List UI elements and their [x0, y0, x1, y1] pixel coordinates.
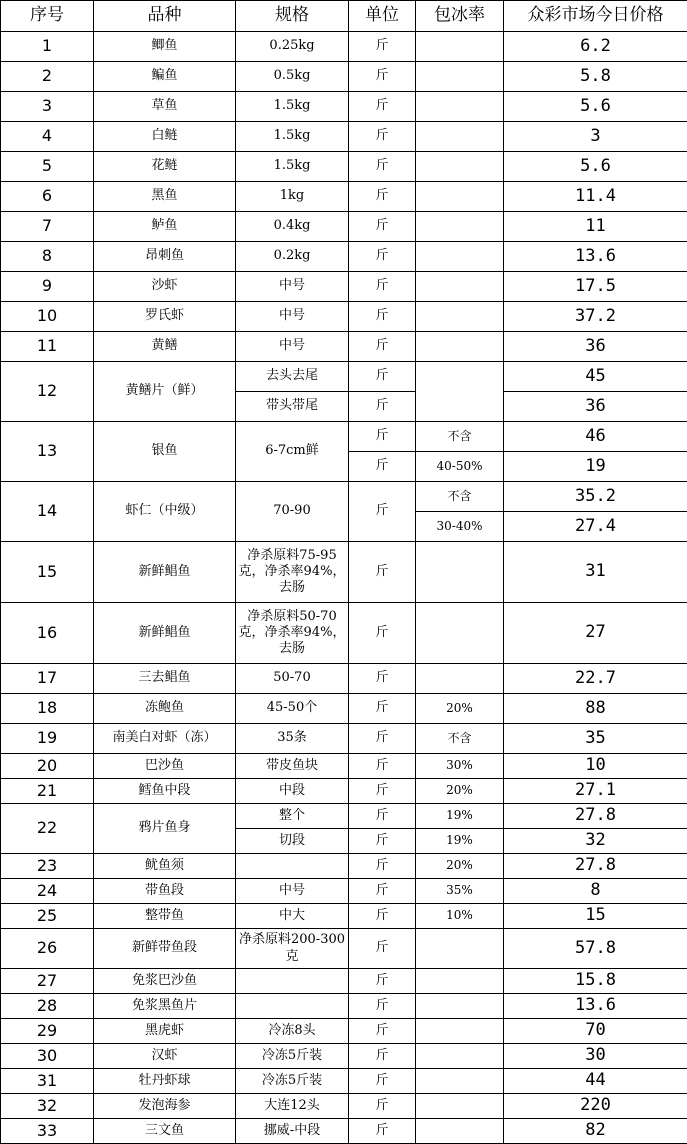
variety-cell: 整带鱼	[94, 904, 236, 929]
price-cell: 31	[504, 542, 687, 603]
unit-cell: 斤	[349, 804, 416, 829]
variety-cell: 冻鲍鱼	[94, 694, 236, 724]
unit-cell: 斤	[349, 152, 416, 182]
spec-cell: 0.4kg	[236, 212, 349, 242]
price-cell: 46	[504, 422, 687, 452]
unit-cell: 斤	[349, 62, 416, 92]
variety-cell: 鲫鱼	[94, 32, 236, 62]
spec-cell: 1.5kg	[236, 122, 349, 152]
table-row	[1, 332, 687, 362]
seq-cell: 23	[1, 854, 94, 879]
table-row	[1, 122, 687, 152]
table-row	[1, 724, 687, 754]
seq-cell: 29	[1, 1019, 94, 1044]
table-row	[1, 804, 687, 829]
ice-cell	[416, 212, 504, 242]
unit-cell: 斤	[349, 829, 416, 854]
header-ice-rate: 包冰率	[416, 1, 504, 32]
price-cell: 10	[504, 754, 687, 779]
table-row	[1, 242, 687, 272]
spec-cell: 中号	[236, 879, 349, 904]
price-cell: 15	[504, 904, 687, 929]
unit-cell: 斤	[349, 242, 416, 272]
variety-cell: 新鲜带鱼段	[94, 929, 236, 969]
unit-cell: 斤	[349, 32, 416, 62]
spec-cell: 大连12头	[236, 1094, 349, 1119]
spec-cell: 0.2kg	[236, 242, 349, 272]
unit-cell: 斤	[349, 904, 416, 929]
variety-cell: 黑鱼	[94, 182, 236, 212]
seq-cell: 25	[1, 904, 94, 929]
price-cell: 57.8	[504, 929, 687, 969]
table-row	[1, 754, 687, 779]
price-cell: 37.2	[504, 302, 687, 332]
table-row	[1, 362, 687, 392]
variety-cell: 带鱼段	[94, 879, 236, 904]
spec-cell: 6-7cm鲜	[236, 422, 349, 482]
spec-cell	[236, 994, 349, 1019]
table-row	[1, 1069, 687, 1094]
table-row	[1, 664, 687, 694]
unit-cell: 斤	[349, 754, 416, 779]
table-row	[1, 482, 687, 512]
spec-cell: 冷冻5斤装	[236, 1044, 349, 1069]
unit-cell: 斤	[349, 779, 416, 804]
variety-cell: 罗氏虾	[94, 302, 236, 332]
price-cell: 27.4	[504, 512, 687, 542]
price-cell: 35	[504, 724, 687, 754]
table-row	[1, 1119, 687, 1144]
spec-cell: 带头带尾	[236, 392, 349, 422]
ice-cell	[416, 1069, 504, 1094]
ice-cell	[416, 32, 504, 62]
unit-cell: 斤	[349, 452, 416, 482]
price-cell: 82	[504, 1119, 687, 1144]
variety-cell: 白鲢	[94, 122, 236, 152]
ice-cell	[416, 92, 504, 122]
price-cell: 32	[504, 829, 687, 854]
price-cell: 8	[504, 879, 687, 904]
unit-cell: 斤	[349, 724, 416, 754]
ice-cell	[416, 1019, 504, 1044]
seq-cell: 5	[1, 152, 94, 182]
price-cell: 45	[504, 362, 687, 392]
unit-cell: 斤	[349, 854, 416, 879]
seq-cell: 1	[1, 32, 94, 62]
unit-cell: 斤	[349, 1119, 416, 1144]
table-row	[1, 854, 687, 879]
price-cell: 70	[504, 1019, 687, 1044]
seq-cell: 4	[1, 122, 94, 152]
spec-cell: 中段	[236, 779, 349, 804]
header-price: 众彩市场今日价格	[504, 1, 687, 32]
price-cell: 13.6	[504, 994, 687, 1019]
unit-cell: 斤	[349, 122, 416, 152]
unit-cell: 斤	[349, 92, 416, 122]
ice-cell: 20%	[416, 694, 504, 724]
price-cell: 27.8	[504, 804, 687, 829]
header-unit: 单位	[349, 1, 416, 32]
price-cell: 22.7	[504, 664, 687, 694]
table-row	[1, 32, 687, 62]
price-cell: 6.2	[504, 32, 687, 62]
unit-cell: 斤	[349, 1019, 416, 1044]
variety-cell: 虾仁（中级）	[94, 482, 236, 542]
spec-cell: 中号	[236, 332, 349, 362]
ice-cell	[416, 182, 504, 212]
ice-cell	[416, 302, 504, 332]
ice-cell: 19%	[416, 804, 504, 829]
unit-cell: 斤	[349, 212, 416, 242]
price-cell: 27.1	[504, 779, 687, 804]
unit-cell: 斤	[349, 994, 416, 1019]
spec-cell: 整个	[236, 804, 349, 829]
ice-cell	[416, 1044, 504, 1069]
spec-cell	[236, 969, 349, 994]
unit-cell: 斤	[349, 929, 416, 969]
table-row	[1, 1044, 687, 1069]
variety-cell: 黑虎虾	[94, 1019, 236, 1044]
table-row	[1, 212, 687, 242]
price-cell: 35.2	[504, 482, 687, 512]
table-row	[1, 879, 687, 904]
variety-cell: 草鱼	[94, 92, 236, 122]
ice-cell	[416, 929, 504, 969]
unit-cell: 斤	[349, 482, 416, 542]
variety-cell: 鳕鱼中段	[94, 779, 236, 804]
unit-cell: 斤	[349, 694, 416, 724]
unit-cell: 斤	[349, 542, 416, 603]
variety-cell: 发泡海参	[94, 1094, 236, 1119]
table-row	[1, 694, 687, 724]
seq-cell: 8	[1, 242, 94, 272]
price-cell: 27	[504, 603, 687, 664]
unit-cell: 斤	[349, 603, 416, 664]
table-row	[1, 1094, 687, 1119]
seq-cell: 13	[1, 422, 94, 482]
ice-cell: 20%	[416, 854, 504, 879]
seq-cell: 16	[1, 603, 94, 664]
unit-cell: 斤	[349, 422, 416, 452]
seq-cell: 3	[1, 92, 94, 122]
ice-cell	[416, 242, 504, 272]
spec-cell	[236, 854, 349, 879]
ice-cell	[416, 1119, 504, 1144]
price-cell: 3	[504, 122, 687, 152]
table-row	[1, 994, 687, 1019]
seq-cell: 12	[1, 362, 94, 422]
seq-cell: 14	[1, 482, 94, 542]
unit-cell: 斤	[349, 664, 416, 694]
seq-cell: 24	[1, 879, 94, 904]
variety-cell: 黄鳝	[94, 332, 236, 362]
spec-cell: 70-90	[236, 482, 349, 542]
unit-cell: 斤	[349, 302, 416, 332]
seq-cell: 17	[1, 664, 94, 694]
ice-cell	[416, 152, 504, 182]
unit-cell: 斤	[349, 182, 416, 212]
unit-cell: 斤	[349, 392, 416, 422]
variety-cell: 免浆巴沙鱼	[94, 969, 236, 994]
unit-cell: 斤	[349, 969, 416, 994]
seq-cell: 20	[1, 754, 94, 779]
ice-cell	[416, 332, 504, 362]
spec-cell: 切段	[236, 829, 349, 854]
table-row	[1, 929, 687, 969]
variety-cell: 牡丹虾球	[94, 1069, 236, 1094]
spec-cell: 净杀原料200-300克	[236, 929, 349, 969]
variety-cell: 沙虾	[94, 272, 236, 302]
variety-cell: 新鲜鲳鱼	[94, 603, 236, 664]
spec-cell: 净杀原料50-70克，净杀率94%，去肠	[236, 603, 349, 664]
spec-cell: 0.5kg	[236, 62, 349, 92]
variety-cell: 鱿鱼须	[94, 854, 236, 879]
seq-cell: 15	[1, 542, 94, 603]
spec-cell: 冷冻8头	[236, 1019, 349, 1044]
seq-cell: 9	[1, 272, 94, 302]
seq-cell: 32	[1, 1094, 94, 1119]
seq-cell: 22	[1, 804, 94, 854]
unit-cell: 斤	[349, 272, 416, 302]
seq-cell: 28	[1, 994, 94, 1019]
ice-cell	[416, 603, 504, 664]
table-row	[1, 152, 687, 182]
variety-cell: 三去鲳鱼	[94, 664, 236, 694]
seq-cell: 7	[1, 212, 94, 242]
ice-cell: 30%	[416, 754, 504, 779]
spec-cell: 0.25kg	[236, 32, 349, 62]
price-cell: 5.8	[504, 62, 687, 92]
seq-cell: 2	[1, 62, 94, 92]
ice-cell: 35%	[416, 879, 504, 904]
price-cell: 15.8	[504, 969, 687, 994]
price-cell: 11	[504, 212, 687, 242]
variety-cell: 鲈鱼	[94, 212, 236, 242]
table-row	[1, 182, 687, 212]
variety-cell: 花鲢	[94, 152, 236, 182]
variety-cell: 免浆黑鱼片	[94, 994, 236, 1019]
unit-cell: 斤	[349, 1094, 416, 1119]
unit-cell: 斤	[349, 879, 416, 904]
variety-cell: 黄鳝片（鲜）	[94, 362, 236, 422]
table-row	[1, 422, 687, 452]
ice-cell: 不含	[416, 422, 504, 452]
ice-cell	[416, 1094, 504, 1119]
ice-cell	[416, 62, 504, 92]
price-cell: 17.5	[504, 272, 687, 302]
ice-cell: 40-50%	[416, 452, 504, 482]
ice-cell: 20%	[416, 779, 504, 804]
price-cell: 27.8	[504, 854, 687, 879]
table-row	[1, 603, 687, 664]
table-row	[1, 272, 687, 302]
seq-cell: 27	[1, 969, 94, 994]
header-variety: 品种	[94, 1, 236, 32]
seq-cell: 10	[1, 302, 94, 332]
price-cell: 88	[504, 694, 687, 724]
seq-cell: 11	[1, 332, 94, 362]
ice-cell	[416, 122, 504, 152]
variety-cell: 鳊鱼	[94, 62, 236, 92]
spec-cell: 35条	[236, 724, 349, 754]
ice-cell: 不含	[416, 482, 504, 512]
spec-cell: 带皮鱼块	[236, 754, 349, 779]
ice-cell	[416, 362, 504, 422]
variety-cell: 汉虾	[94, 1044, 236, 1069]
price-cell: 5.6	[504, 92, 687, 122]
variety-cell: 巴沙鱼	[94, 754, 236, 779]
variety-cell: 南美白对虾（冻）	[94, 724, 236, 754]
spec-cell: 45-50个	[236, 694, 349, 724]
seq-cell: 31	[1, 1069, 94, 1094]
spec-cell: 冷冻5斤装	[236, 1069, 349, 1094]
seq-cell: 6	[1, 182, 94, 212]
variety-cell: 三文鱼	[94, 1119, 236, 1144]
unit-cell: 斤	[349, 1069, 416, 1094]
table-row	[1, 904, 687, 929]
spec-cell: 1.5kg	[236, 92, 349, 122]
price-cell: 5.6	[504, 152, 687, 182]
header-seq: 序号	[1, 1, 94, 32]
spec-cell: 1.5kg	[236, 152, 349, 182]
price-cell: 30	[504, 1044, 687, 1069]
unit-cell: 斤	[349, 332, 416, 362]
spec-cell: 净杀原料75-95克，净杀率94%，去肠	[236, 542, 349, 603]
price-cell: 44	[504, 1069, 687, 1094]
variety-cell: 鸦片鱼身	[94, 804, 236, 854]
table-row	[1, 542, 687, 603]
ice-cell	[416, 542, 504, 603]
unit-cell: 斤	[349, 362, 416, 392]
ice-cell	[416, 969, 504, 994]
table-row	[1, 1019, 687, 1044]
table-row	[1, 779, 687, 804]
ice-cell: 10%	[416, 904, 504, 929]
price-cell: 36	[504, 392, 687, 422]
seq-cell: 19	[1, 724, 94, 754]
table-row	[1, 969, 687, 994]
ice-cell	[416, 994, 504, 1019]
table-row	[1, 92, 687, 122]
ice-cell: 30-40%	[416, 512, 504, 542]
price-cell: 220	[504, 1094, 687, 1119]
price-cell: 36	[504, 332, 687, 362]
price-cell: 19	[504, 452, 687, 482]
ice-cell: 19%	[416, 829, 504, 854]
seq-cell: 18	[1, 694, 94, 724]
variety-cell: 银鱼	[94, 422, 236, 482]
price-cell: 13.6	[504, 242, 687, 272]
table-row	[1, 302, 687, 332]
unit-cell: 斤	[349, 1044, 416, 1069]
spec-cell: 中号	[236, 272, 349, 302]
header-row	[1, 1, 687, 32]
spec-cell: 50-70	[236, 664, 349, 694]
spec-cell: 挪威-中段	[236, 1119, 349, 1144]
seq-cell: 30	[1, 1044, 94, 1069]
spec-cell: 中号	[236, 302, 349, 332]
header-spec: 规格	[236, 1, 349, 32]
variety-cell: 昂刺鱼	[94, 242, 236, 272]
spec-cell: 中大	[236, 904, 349, 929]
spec-cell: 1kg	[236, 182, 349, 212]
seq-cell: 21	[1, 779, 94, 804]
price-cell: 11.4	[504, 182, 687, 212]
ice-cell	[416, 664, 504, 694]
variety-cell: 新鲜鲳鱼	[94, 542, 236, 603]
ice-cell	[416, 272, 504, 302]
table-row	[1, 62, 687, 92]
seq-cell: 26	[1, 929, 94, 969]
seq-cell: 33	[1, 1119, 94, 1144]
ice-cell: 不含	[416, 724, 504, 754]
spec-cell: 去头去尾	[236, 362, 349, 392]
